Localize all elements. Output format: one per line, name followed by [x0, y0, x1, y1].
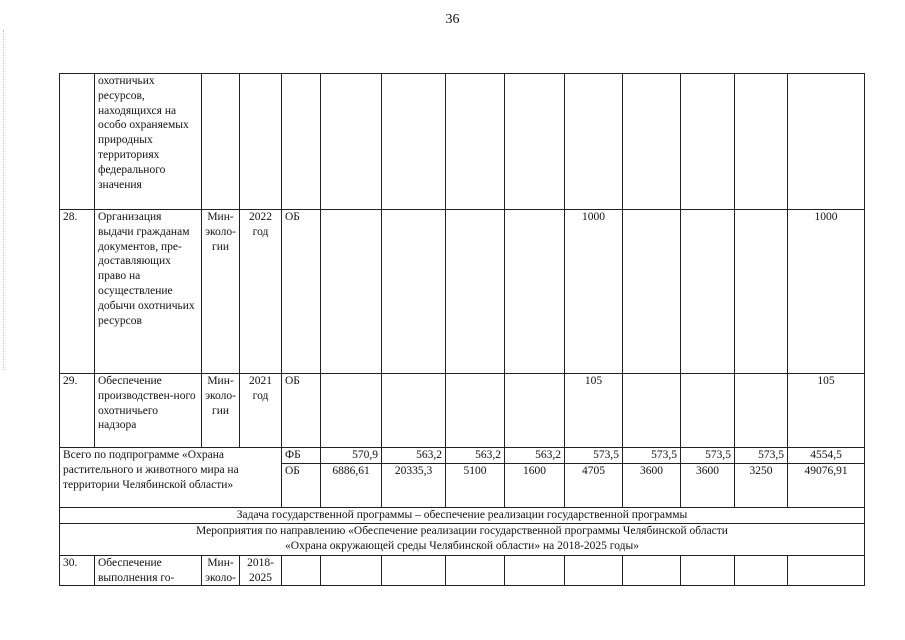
num-cell	[60, 74, 95, 210]
value-cell	[321, 374, 382, 448]
total-cell: 4554,5	[788, 448, 865, 464]
value-cell: 4705	[565, 463, 623, 507]
margin-dots	[3, 30, 4, 370]
value-cell: 6886,61	[321, 463, 382, 507]
value-cell	[623, 210, 681, 374]
source-cell: ОБ	[282, 210, 321, 374]
value-cell	[681, 374, 735, 448]
measures-heading-row	[60, 523, 865, 555]
value-cell: 570,9	[321, 448, 382, 464]
year-cell: 2021 год	[240, 374, 282, 448]
total-cell: 105	[788, 374, 865, 448]
value-cell: 1000	[565, 210, 623, 374]
value-cell: 563,2	[382, 448, 446, 464]
value-cell: 3600	[681, 463, 735, 507]
value-cell: 5100	[446, 463, 505, 507]
value-cell: 3600	[623, 463, 681, 507]
year-cell: 2022 год	[240, 210, 282, 374]
event-name-cell: Обеспечение производствен-ного охотничьего надзора	[95, 374, 202, 448]
value-cell: 563,2	[505, 448, 565, 464]
budget-table	[59, 73, 865, 586]
value-cell: 563,2	[446, 448, 505, 464]
measures-heading-line-2: «Охрана окружающей среды Челябинской области» на 2018-2025 годы»	[285, 539, 639, 552]
year-cell: 2018-2025	[240, 555, 282, 586]
value-cell	[735, 210, 788, 374]
value-cell: 573,5	[565, 448, 623, 464]
event-name-cell: Обеспечение выполнения го-	[95, 555, 202, 586]
table-row-28	[60, 210, 865, 374]
value-cell	[735, 374, 788, 448]
value-cell	[382, 210, 446, 374]
subtotal-row-fb	[60, 448, 865, 464]
num-cell: 30.	[60, 555, 95, 586]
value-cell	[446, 374, 505, 448]
executor-cell: Мин-эколо-гии	[202, 374, 240, 448]
executor-cell: Мин-эколо-гии	[202, 210, 240, 374]
value-cell: 1600	[505, 463, 565, 507]
table-row-30	[60, 555, 865, 586]
value-cell: 573,5	[735, 448, 788, 464]
source-cell: ФБ	[282, 448, 321, 464]
num-cell: 29.	[60, 374, 95, 448]
subtotal-label: Всего по подпрограмме «Охрана растительного и животного мира на территории Челябинской области»	[60, 448, 282, 508]
measures-heading-line-1: Мероприятия по направлению «Обеспечение реализации государственной программы Челябинской области	[196, 524, 728, 537]
page-number: 36	[445, 12, 460, 27]
event-name-cell: охотничьих ресурсов, находящихся на особо охраняемых природных территориях федерального значения	[95, 74, 202, 210]
table-row-29	[60, 374, 865, 448]
value-cell	[446, 210, 505, 374]
value-cell	[505, 374, 565, 448]
executor-cell: Мин-эколо-	[202, 555, 240, 586]
task-heading: Задача государственной программы – обеспечение реализации государственной программы	[60, 507, 865, 523]
value-cell: 105	[565, 374, 623, 448]
value-cell: 573,5	[623, 448, 681, 464]
source-cell: ОБ	[282, 374, 321, 448]
value-cell	[505, 210, 565, 374]
value-cell	[382, 374, 446, 448]
measures-heading	[60, 523, 865, 555]
value-cell	[681, 210, 735, 374]
source-cell: ОБ	[282, 463, 321, 507]
task-heading-row	[60, 507, 865, 523]
total-cell: 1000	[788, 210, 865, 374]
value-cell	[623, 374, 681, 448]
value-cell	[321, 210, 382, 374]
event-name-cell: Организация выдачи гражданам документов, пре-доставляющих право на осуществление добычи охотничьих ресурсов	[95, 210, 202, 374]
table-row-continued	[60, 74, 865, 210]
num-cell: 28.	[60, 210, 95, 374]
value-cell: 3250	[735, 463, 788, 507]
value-cell: 20335,3	[382, 463, 446, 507]
value-cell: 573,5	[681, 448, 735, 464]
total-cell: 49076,91	[788, 463, 865, 507]
